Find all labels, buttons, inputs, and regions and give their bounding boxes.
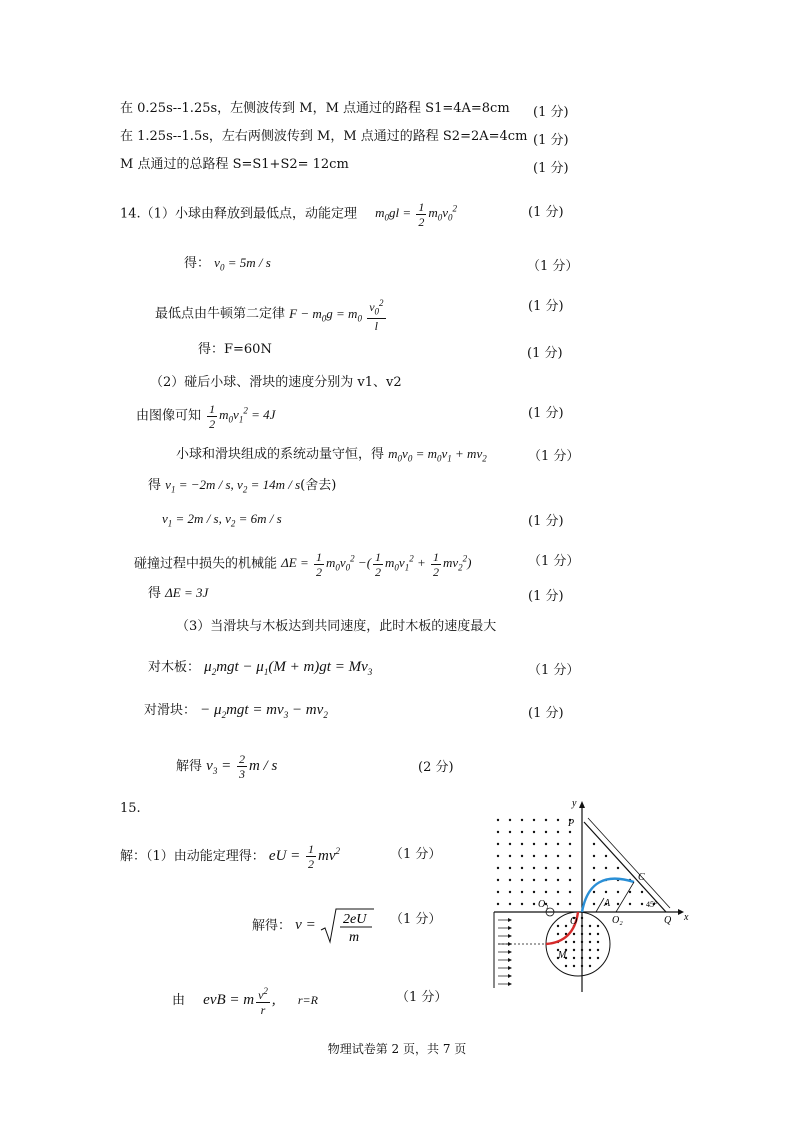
field-dot	[565, 965, 567, 967]
equation: $m_0v_0 = m_0v_1 + mv_2$	[388, 446, 487, 464]
text: 对木板：	[148, 660, 201, 675]
text: 由图像可知	[136, 408, 202, 424]
field-dot	[521, 903, 523, 905]
field-dot	[593, 855, 595, 857]
field-dot	[569, 831, 571, 833]
label-angle: 45°	[646, 900, 658, 909]
field-dot	[521, 891, 523, 893]
field-dot	[569, 879, 571, 881]
field-dot	[521, 831, 523, 833]
field-dot	[593, 843, 595, 845]
equation: $v_1 = -2m / s$, $v_2 = 14m / s$	[165, 477, 301, 495]
score-label: (1 分)	[528, 514, 564, 529]
label-y: y	[572, 798, 577, 809]
label-O2: O₂	[612, 915, 623, 926]
text: 对滑块：	[144, 703, 197, 718]
circular-field-region	[546, 912, 610, 976]
field-dot	[569, 843, 571, 845]
text: 解得：	[252, 918, 292, 934]
field-dot	[597, 933, 599, 935]
field-dot	[593, 903, 595, 905]
field-dot	[497, 879, 499, 881]
equation-line	[162, 510, 282, 533]
incoming-beam-arrowhead	[508, 974, 512, 978]
field-dot	[629, 903, 631, 905]
score-label: (1 分)	[528, 205, 564, 220]
score-label: (1 分)	[533, 105, 569, 120]
field-dot	[569, 891, 571, 893]
label-M: M	[558, 950, 567, 961]
score-label: (1 分)	[533, 161, 569, 176]
score-label: （1 分）	[390, 847, 442, 862]
field-dot	[545, 879, 547, 881]
field-dot	[573, 957, 575, 959]
equation: $\mu_2mgt - \mu_1(M + m)gt = Mv_3$	[204, 659, 373, 677]
text-line	[120, 842, 340, 871]
score-label: (1 分)	[528, 589, 564, 604]
field-dot	[533, 903, 535, 905]
boundary-PQ	[584, 822, 666, 912]
field-dot	[545, 855, 547, 857]
text-line: 在 0.25s--1.25s，左侧波传到 M，M 点通过的路程 S1=4A=8cm	[120, 101, 510, 116]
radius-A	[596, 898, 604, 912]
svg-text:2eU: 2eU	[343, 912, 367, 927]
field-dot	[521, 819, 523, 821]
field-dot	[557, 891, 559, 893]
field-dot	[557, 843, 559, 845]
field-dot	[533, 819, 535, 821]
incoming-beam-arrowhead	[508, 966, 512, 970]
field-dot	[589, 933, 591, 935]
field-dot	[593, 867, 595, 869]
field-dot	[589, 949, 591, 951]
equation: v = 2eU m	[295, 917, 375, 933]
field-dot	[509, 903, 511, 905]
field-dot	[497, 867, 499, 869]
incoming-beam-arrowhead	[508, 918, 512, 922]
field-dot	[497, 891, 499, 893]
text-line: M 点通过的总路程 S=S1+S2= 12cm	[120, 157, 349, 172]
equation: ΔE = 3J	[165, 585, 209, 600]
score-label: (1 分)	[528, 299, 564, 314]
equation: $F - m_0g = m_0$ $\frac{v_0^2}{l}$	[289, 298, 384, 334]
field-dot	[557, 925, 559, 927]
field-dot	[573, 941, 575, 943]
field-dot	[533, 891, 535, 893]
field-dot	[617, 891, 619, 893]
score-label: （1 分）	[528, 449, 580, 464]
field-dot	[593, 891, 595, 893]
text-line: 在 1.25s--1.5s，左右两侧波传到 M，M 点通过的路程 S2=2A=4cm	[120, 129, 528, 144]
equation: $v_0 = 5m / s$	[214, 255, 271, 273]
sqrt-sign	[319, 906, 375, 946]
field-dot	[629, 891, 631, 893]
score-label: （1 分）	[396, 990, 448, 1005]
fraction: $\frac{v^2}{r}$	[258, 986, 268, 1017]
text: 得	[148, 478, 162, 493]
field-dot	[557, 903, 559, 905]
field-dot	[557, 819, 559, 821]
text-line	[134, 550, 472, 579]
score-label: (1 分)	[527, 346, 563, 361]
text-line	[172, 984, 318, 1017]
field-dot	[521, 867, 523, 869]
text: (舍去)	[300, 478, 337, 493]
field-dot	[497, 903, 499, 905]
field-dot	[557, 831, 559, 833]
field-dot	[497, 819, 499, 821]
equation: evB = m $\frac{v^2}{r}$ ,	[203, 986, 276, 1017]
field-dot	[557, 879, 559, 881]
field-dot	[497, 831, 499, 833]
score-label: （1 分）	[528, 663, 580, 678]
y-axis-arrow	[579, 801, 585, 808]
text-line	[252, 906, 375, 946]
text-line	[148, 658, 372, 681]
fraction: $\frac{1}{2}$	[418, 200, 425, 229]
field-dot	[589, 957, 591, 959]
field-dot	[589, 965, 591, 967]
text: r=R	[297, 992, 318, 1007]
label-A: A	[604, 898, 611, 909]
text: 解：（1）由动能定理得：	[120, 849, 265, 864]
incoming-beam-arrowhead	[508, 982, 512, 986]
boundary-PQ-inner	[588, 818, 670, 908]
field-dot	[545, 843, 547, 845]
text: 最低点由牛顿第二定律	[155, 306, 286, 322]
text-line	[144, 701, 328, 724]
field-dot	[509, 879, 511, 881]
field-dot	[569, 855, 571, 857]
text-line: 得：F=60N	[198, 342, 272, 357]
field-dot	[605, 867, 607, 869]
field-dot	[557, 867, 559, 869]
field-dot	[545, 831, 547, 833]
field-dot	[589, 941, 591, 943]
incoming-beam-arrowhead	[508, 958, 512, 962]
text-line	[176, 752, 277, 781]
incoming-beam-arrowhead	[508, 950, 512, 954]
field-dot	[573, 933, 575, 935]
svg-text:m: m	[349, 930, 360, 945]
field-dot	[521, 855, 523, 857]
field-dot	[557, 855, 559, 857]
field-dot	[509, 843, 511, 845]
field-dot	[509, 831, 511, 833]
field-dot	[533, 867, 535, 869]
equation: $v_1 = 2m / s$, $v_2 = 6m / s$	[162, 511, 282, 529]
label-Q: Q	[664, 915, 672, 926]
equation: − $\mu_2mgt = mv_3 - mv_2$	[200, 702, 328, 720]
field-dot	[533, 843, 535, 845]
field-dot	[521, 843, 523, 845]
text-line: （3）当滑块与木板达到共同速度，此时木板的速度最大	[176, 619, 497, 634]
equation: ΔE = $\frac{1}{2}$ $m_0v_0^2$ −( $\frac{1}{2}$ $m_0v_1^2$ + $\frac{1}{2}$ $mv_2^2$)	[281, 550, 472, 579]
field-dot	[545, 867, 547, 869]
field-dot	[641, 903, 643, 905]
text-line	[155, 296, 388, 333]
question-14-part-1	[120, 200, 457, 229]
field-dot	[545, 891, 547, 893]
magnetic-field-dots-left	[498, 918, 512, 986]
field-dot	[617, 867, 619, 869]
fraction: $\frac{1}{2}$	[316, 550, 322, 579]
equation: $\frac{1}{2}$ $m_0v_1^2 = 4J$	[209, 402, 276, 431]
label-O1: O₁	[538, 899, 549, 910]
text: 由	[172, 992, 186, 1008]
equation: $v_3$ = $\frac{2}{3}$ m / s	[206, 752, 278, 781]
score-label: (1 分)	[533, 133, 569, 148]
question-number: 15.	[120, 801, 141, 816]
fraction: $\frac{v_0^2}{l}$	[369, 298, 384, 334]
score-label: （1 分）	[390, 912, 442, 927]
field-dot	[569, 867, 571, 869]
field-dot	[573, 949, 575, 951]
fraction: $\frac{1}{2}$	[375, 550, 382, 579]
field-dot	[509, 855, 511, 857]
field-dot	[605, 891, 607, 893]
fraction: $\frac{2}{3}$	[238, 752, 245, 781]
field-dot	[597, 941, 599, 943]
field-dot	[597, 925, 599, 927]
text: 小球和滑块组成的系统动量守恒，得	[176, 447, 385, 462]
score-label: (1 分)	[528, 706, 564, 721]
text: 解得	[176, 758, 203, 774]
field-dot	[617, 903, 619, 905]
field-dot	[565, 941, 567, 943]
text: 得	[148, 586, 162, 601]
text-line	[176, 445, 487, 468]
field-dot	[641, 891, 643, 893]
field-dot	[605, 855, 607, 857]
field-dot	[497, 855, 499, 857]
score-label: （1 分）	[527, 259, 579, 274]
field-dot	[533, 855, 535, 857]
result-line	[184, 254, 271, 277]
field-dot	[589, 925, 591, 927]
radius-O2C	[616, 882, 634, 912]
score-label: (1 分)	[528, 406, 564, 421]
field-dot	[509, 819, 511, 821]
text-line: （2）碰后小球、滑块的速度分别为 v1、v2	[150, 375, 402, 390]
text-line	[148, 584, 208, 603]
field-dot	[569, 903, 571, 905]
field-diagram	[492, 796, 692, 992]
magnetic-field-dots-upper	[497, 819, 655, 905]
label-x: x	[684, 912, 689, 923]
text-line	[148, 476, 336, 499]
field-dot	[565, 925, 567, 927]
incoming-beam-arrowhead	[508, 926, 512, 930]
field-dot	[593, 879, 595, 881]
fraction: $\frac{1}{2}$	[209, 402, 216, 431]
field-dot	[533, 831, 535, 833]
fraction: $\frac{1}{2}$	[432, 550, 439, 579]
field-dot	[573, 965, 575, 967]
text-line	[136, 402, 275, 431]
field-dot	[521, 879, 523, 881]
field-dot	[557, 933, 559, 935]
field-dot	[533, 879, 535, 881]
equation: eU = $\frac{1}{2}$ $mv^2$	[268, 842, 341, 872]
incoming-beam-arrowhead	[508, 934, 512, 938]
field-dot	[545, 819, 547, 821]
text: 碰撞过程中损失的机械能	[134, 556, 278, 572]
field-dot	[509, 891, 511, 893]
text: 14.（1）小球由释放到最低点，动能定理	[120, 206, 357, 222]
label-P: P	[568, 818, 575, 829]
score-label: （1 分）	[528, 554, 580, 569]
field-dot	[597, 949, 599, 951]
label-O: O	[570, 916, 578, 927]
field-dot	[597, 957, 599, 959]
field-dot	[497, 843, 499, 845]
text: 得：	[184, 256, 211, 271]
equation: $m_0gl$ = $\frac{1}{2}$ $m_0v_0^2$	[375, 200, 458, 229]
score-label: (2 分)	[418, 760, 454, 775]
label-C: C	[638, 872, 645, 883]
fraction: $\frac{1}{2}$	[308, 842, 315, 872]
field-dot	[509, 867, 511, 869]
page-footer: 物理试卷第 2 页，共 7 页	[327, 1042, 467, 1056]
